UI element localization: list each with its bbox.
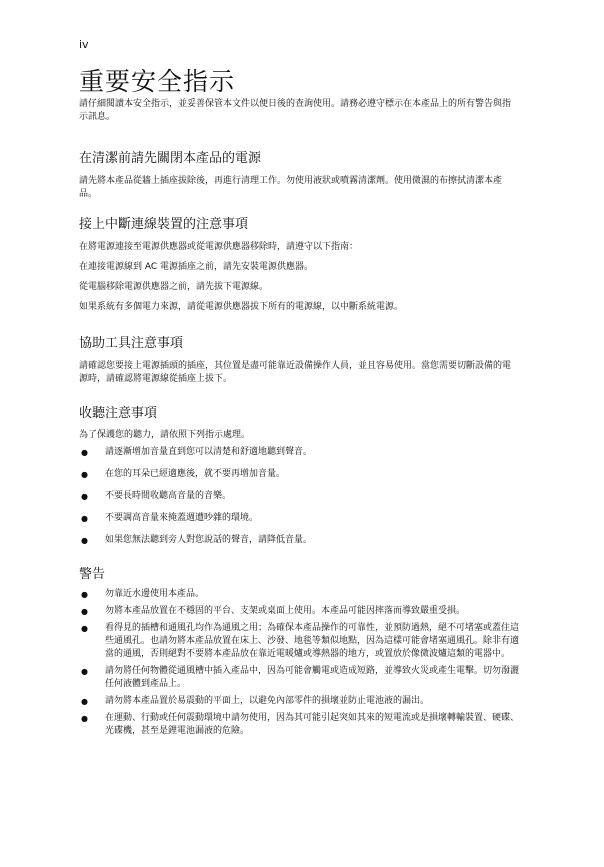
list-item: ● 看得見的插槽和通風孔均作為通風之用；為確保本產品操作的可靠性，並預防過熱，絕不可堵塞或蓋住這些通風孔。也請勿將本產品放置在床上、沙發、地毯等類似地點，因為這樣可能會堵塞通風孔。除非有適當的通風，否則絕對不要將本產品放在靠近電暖爐或導熱器的地方，或置放於像微波爐這類的電器中。 [79,622,519,661]
section-paragraph: 在將電源連接至電源供應器或從電源供應器移除時，請遵守以下指南： [79,242,359,252]
intro-paragraph: 請仔細閱讀本安全指示，並妥善保管本文件以便日後的查詢使用。請務必遵守標示在本產品上的所有警告與指示訊息。 [79,99,512,122]
list-item: ● 不要長時間收聽高音量的音樂。 [79,490,519,503]
section-intro: 為了保護您的聽力，請依照下列指示處理。 [79,430,251,440]
list-item: ● 如果您無法聽到旁人對您說話的聲音，請降低音量。 [79,534,519,547]
intro-block [79,98,519,124]
section-warning [79,563,519,742]
section-disconnect [79,213,519,314]
list-item: ● 請逐漸增加音量直到您可以清楚和舒適地聽到聲音。 [79,446,519,459]
section-heading: 在清潔前請先關閉本產品的電源 [79,151,262,166]
section-cleaning [79,147,519,201]
section-paragraph: 在連接電源線到 AC 電源插座之前，請先安裝電源供應器。 [79,262,314,272]
section-paragraph: 請確認您要接上電源插頭的插座，其位置是盡可能靠近設備操作人員，並且容易使用。當您需要切斷設備的電源時，請確認將電源線從插座上拔下。 [79,361,512,384]
section-heading: 收聽注意事項 [79,406,158,421]
page-title: 重要安全指示 [79,67,236,96]
section-paragraph: 如果系統有多個電力來源，請從電源供應器拔下所有的電源線，以中斷系統電源。 [79,302,404,312]
page-number: iv [79,38,89,51]
warning-list [79,588,519,738]
section-paragraph: 請先將本產品從牆上插座拔除後，再進行清理工作。勿使用液狀或噴霧清潔劑。使用微濕的布擦拭清潔本產品。 [79,176,503,199]
list-item: ● 不要調高音量來掩蓋週遭吵雜的環境。 [79,512,519,525]
listening-list [79,446,519,547]
section-heading: 接上中斷連線裝置的注意事項 [79,217,249,232]
list-item: ● 勿將本產品放置在不穩固的平台、支架或桌面上使用。本產品可能因摔落而導致嚴重受損。 [79,605,519,618]
list-item: ● 勿靠近水邊使用本產品。 [79,588,519,601]
section-heading: 協助工具注意事項 [79,336,184,351]
list-item: ● 在您的耳朵已經適應後，就不要再增加音量。 [79,468,519,481]
list-item: ● 在運動、行動或任何震動環境中請勿使用，因為其可能引起突如其來的短電流或是損壞轉輸裝置、硬碟、光碟機，甚至是鋰電池漏液的危險。 [79,712,519,738]
section-listening [79,402,519,556]
section-accessibility [79,332,519,386]
list-item: ● 請勿將本產品置於易震動的平面上，以避免內部零件的損壞並防止電池液的漏出。 [79,695,519,708]
section-paragraph: 從電腦移除電源供應器之前，請先拔下電源線。 [79,282,269,292]
list-item: ● 請勿將任何物體從通風槽中插入產品中，因為可能會觸電或造成短路，並導致火災或產生電擊。切勿潑灑任何液體到產品上。 [79,665,519,691]
section-heading: 警告 [79,567,106,582]
